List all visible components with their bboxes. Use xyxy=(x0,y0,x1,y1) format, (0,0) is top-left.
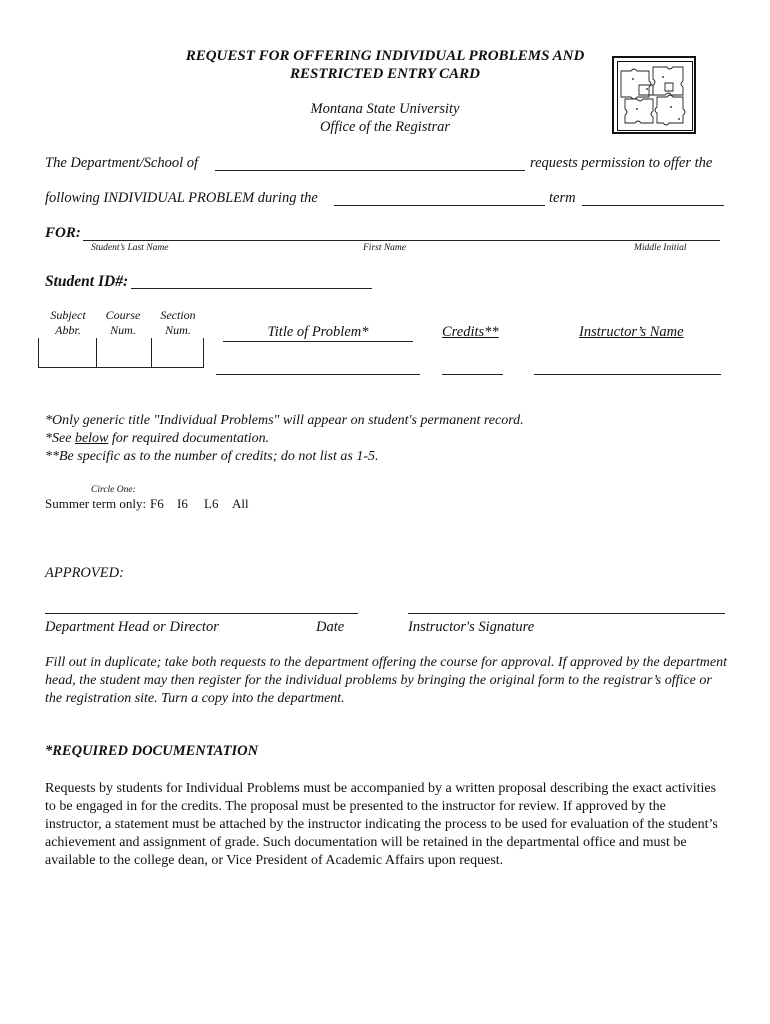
note-below-link: below xyxy=(74,431,109,446)
note-see-below xyxy=(45,431,269,447)
subject-box[interactable] xyxy=(38,338,96,368)
note-credits: **Be specific as to the number of credits; do not list as 1-5. xyxy=(45,449,379,464)
course-header-line-2: Num. xyxy=(110,323,136,337)
instructor-signature-label: Instructor's Signature xyxy=(408,619,535,635)
section-box[interactable] xyxy=(151,338,204,368)
summer-option-all[interactable]: All xyxy=(232,496,249,511)
credits-header: Credits** xyxy=(442,324,499,340)
problem-term-label: following INDIVIDUAL PROBLEM during the xyxy=(45,190,318,206)
credits-field[interactable] xyxy=(442,374,503,375)
date-label: Date xyxy=(316,619,345,635)
department-prefix-label: The Department/School of xyxy=(45,155,199,171)
first-name-label: First Name xyxy=(363,243,407,253)
note-see-prefix: *See xyxy=(45,431,75,446)
summer-option-l6[interactable]: L6 xyxy=(204,496,219,511)
title-of-problem-field[interactable] xyxy=(216,374,420,375)
last-name-label: Student’s Last Name xyxy=(91,243,169,253)
student-id-label: Student ID#: xyxy=(45,273,129,290)
university-name: Montana State University xyxy=(310,101,460,117)
form-title-line-1: REQUEST FOR OFFERING INDIVIDUAL PROBLEMS AND xyxy=(185,48,585,64)
course-header-line-1: Course xyxy=(105,308,141,322)
section-header-line-2: Num. xyxy=(165,323,191,337)
student-name-field[interactable] xyxy=(83,240,720,241)
section-header-line-1: Section xyxy=(160,308,196,322)
note-generic-title: *Only generic title "Individual Problems" will appear on student's permanent record. xyxy=(45,413,524,428)
department-head-signature-field[interactable] xyxy=(45,613,358,614)
section-header xyxy=(152,308,204,338)
department-head-label: Department Head or Director xyxy=(45,619,219,635)
summer-option-i6[interactable]: I6 xyxy=(177,496,188,511)
instructor-signature-field[interactable] xyxy=(408,613,725,614)
approved-label: APPROVED: xyxy=(45,565,124,581)
required-documentation-heading: *REQUIRED DOCUMENTATION xyxy=(45,743,259,759)
middle-initial-label: Middle Initial xyxy=(634,243,687,253)
student-id-field[interactable] xyxy=(131,288,372,289)
instructions-paragraph: Fill out in duplicate; take both requests to the department offering the course for approval. If approved by the department head, the student may then register for the individual problems by bringing the original form to the registrar’s office or the registration site. Turn a copy into the department. xyxy=(45,655,727,706)
office-name: Office of the Registrar xyxy=(319,119,451,135)
instructor-name-field[interactable] xyxy=(534,374,721,375)
circle-one-label: Circle One: xyxy=(91,485,136,495)
course-box[interactable] xyxy=(96,338,151,368)
term-season-field[interactable] xyxy=(334,205,545,206)
instructor-name-header: Instructor’s Name xyxy=(579,324,684,340)
term-year-field[interactable] xyxy=(582,205,724,206)
title-of-problem-header: Title of Problem* xyxy=(223,324,413,342)
form-title-line-2: RESTRICTED ENTRY CARD xyxy=(289,66,481,82)
subject-header-line-1: Subject xyxy=(50,308,86,322)
department-suffix-label: requests permission to offer the xyxy=(530,155,713,171)
subject-header-line-2: Abbr. xyxy=(55,323,81,337)
subject-header xyxy=(44,308,92,338)
summer-option-f6[interactable]: F6 xyxy=(150,496,164,511)
course-header xyxy=(100,308,146,338)
department-field[interactable] xyxy=(215,170,525,171)
note-see-suffix: for required documentation. xyxy=(108,431,270,446)
term-label: term xyxy=(549,190,576,206)
for-label: FOR: xyxy=(45,225,81,241)
summer-term-label: Summer term only: xyxy=(45,496,147,511)
required-documentation-body: Requests by students for Individual Problems must be accompanied by a written proposal describing the exact activities to be engaged in for the credits. The proposal must be presented to the instructor for review. If approved by the instructor, a statement must be attached by the instructor indicating the process to be used for evaluation of the student’s achievement and assignment of grade. Such documentation will be retained in the departmental office and must be available to the college dean, or Vice President of Academic Affairs upon request. xyxy=(45,781,718,868)
